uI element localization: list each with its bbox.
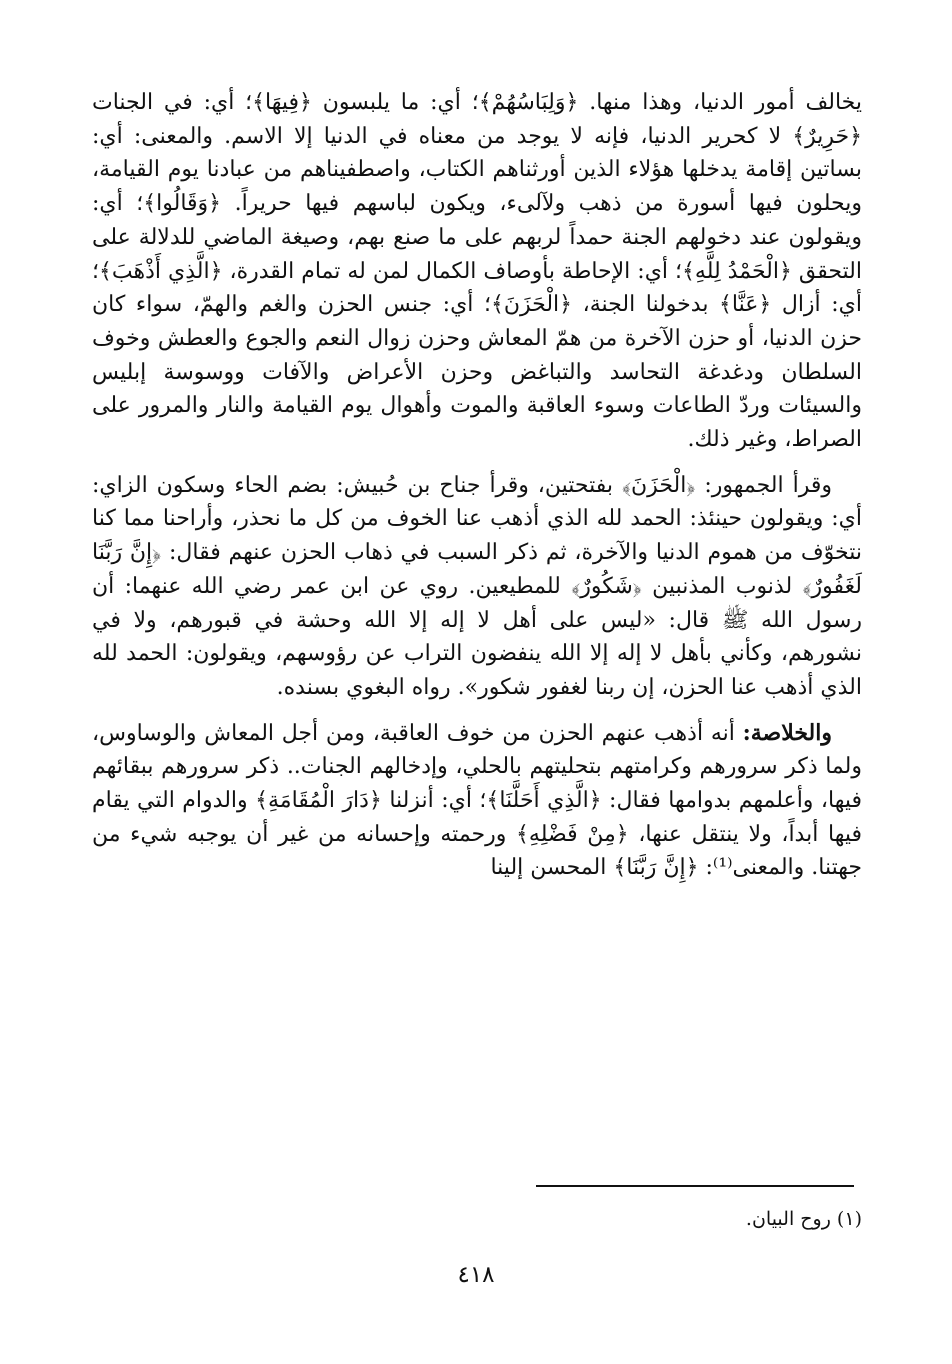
text-line: ﴿وَلِبَاسُهُمْ﴾؛ أي: ما يلبسون ﴿فِيهَا﴾؛ أي: في الجنات ﴿حَرِيرٌ﴾ لا كحرير الدنيا،: [92, 90, 863, 149]
page-body: [92, 86, 862, 885]
paragraph-2: [92, 469, 862, 705]
page-number: ٤١٨: [457, 1262, 495, 1288]
paragraph-1: [92, 86, 862, 457]
text-line: والوساوس، ولما ذكر سرورهم وكرامتهم بتحليتهم بالحلي، وإدخالهم الجنات..: [92, 720, 862, 780]
text-line: أسورة من ذهب ولآلىء، ويكون لباسهم فيها حريراً. ﴿وَقَالُوا﴾؛ أي: ويقولون عند: [92, 191, 862, 250]
text-line: وقرأ الجمهور: ﴿الْحَزَنَ﴾ بفتحتين، وقرأ جناح بن حُبيش: بضم الحاء وسكون: [156, 472, 832, 498]
summary-heading: والخلاصة:: [742, 719, 832, 746]
text-line: دخولهم الجنة حمداً لربهم على ما صنع بهم، وصيغة الماضي للدلالة على التحقق: [92, 224, 862, 284]
paragraph-3: [92, 717, 862, 886]
text-line: يخالف أمور الدنيا، وهذا منها.: [589, 90, 862, 115]
text-line: والهمّ، سواء كان حزن الدنيا، أو حزن الآخرة من همّ المعاش وحزن زوال النعم: [92, 292, 862, 351]
text-line: ذكر سرورهم ببقائهم فيها، وأعلمهم بدوامها فقال: ﴿الَّذِي أَحَلَّنَا﴾؛ أي: أنزلنا ﴿دَارَ: [92, 754, 862, 814]
text-line: فإنه لا يوجد من معناه في الدنيا إلا الاسم. والمعنى: أي: بساتين إقامة يدخلها: [92, 123, 862, 183]
text-line: وإحسانه من غير أن يوجبه شيء من جهتنا. والمعنى⁽¹⁾: ﴿إِنَّ رَبَّنَا﴾ المحسن إلينا: [92, 821, 862, 881]
text-line: أَذْهَبَ﴾؛ أي: أزال ﴿عَنَّا﴾ بدخولنا الجنة، ﴿الْحَزَنَ﴾؛ أي: جنس الحزن والغم: [92, 258, 862, 318]
text-line: القيامة والنار والمرور على الصراط، وغير ذلك.: [92, 393, 862, 453]
text-line: هؤلاء الذين أورثناهم الكتاب، واصطفيناهم من عبادنا يوم القيامة، ويحلون فيها: [92, 157, 863, 217]
text-line: والآفات ووسوسة إبليس والسيئات وردّ الطاعات وسوء العاقبة والموت وأهوال يوم: [92, 359, 862, 419]
footnote: [92, 1204, 862, 1234]
text-line: أنه أذهب عنهم الحزن من خوف العاقبة، ومن أجل المعاش: [204, 720, 743, 746]
text-line: الْمُقَامَةِ﴾ والدوام التي يقام فيها أبداً، ولا ينتقل عنها، ﴿مِنْ فَضْلِهِ﴾ ورحمته: [92, 788, 862, 847]
text-line: ابن عمر رضي الله عنهما: أن رسول الله ﷺ قال: «ليس على أهل لا إله إلا الله: [92, 573, 863, 633]
text-line: رؤوسهم، ويقولون: الحمد لله الذي أذهب عنا الحزن، إن ربنا لغفور شكور». رواه: [92, 641, 862, 700]
text-line: وأراحنا مما كنا نتخوّف من هموم الدنيا والآخرة، ثم ذكر السبب في ذهاب الحزن: [92, 506, 862, 566]
footnote-text: (١) روح البيان.: [745, 1208, 862, 1230]
text-line: ﴿الْحَمْدُ لِلَّهِ﴾؛ أي: الإحاطة بأوصاف الكمال لمن له تمام القدرة، ﴿الَّذِي: [168, 258, 792, 284]
text-line: عنهم فقال: ﴿إِنَّ رَبَّنَا لَغَفُورٌ﴾ لذنوب المذنبين ﴿شَكُورٌ﴾ للمطيعين. روي عن: [92, 540, 862, 599]
text-line: البغوي بسنده.: [276, 674, 405, 700]
text-line: الزاي: أي: ويقولون حينئذ: الحمد لله الذي أذهب عنا الخوف من كل ما نحذر،: [92, 472, 862, 532]
footnote-divider: [536, 1185, 854, 1187]
text-line: وحشة في قبورهم، ولا في نشورهم، وكأني بأهل لا إله إلا الله ينفضون التراب عن: [92, 607, 862, 667]
text-line: والجوع والعطش وخوف السلطان ودغدغة التحاسد والتباغض وحزن الأعراض: [92, 325, 862, 385]
